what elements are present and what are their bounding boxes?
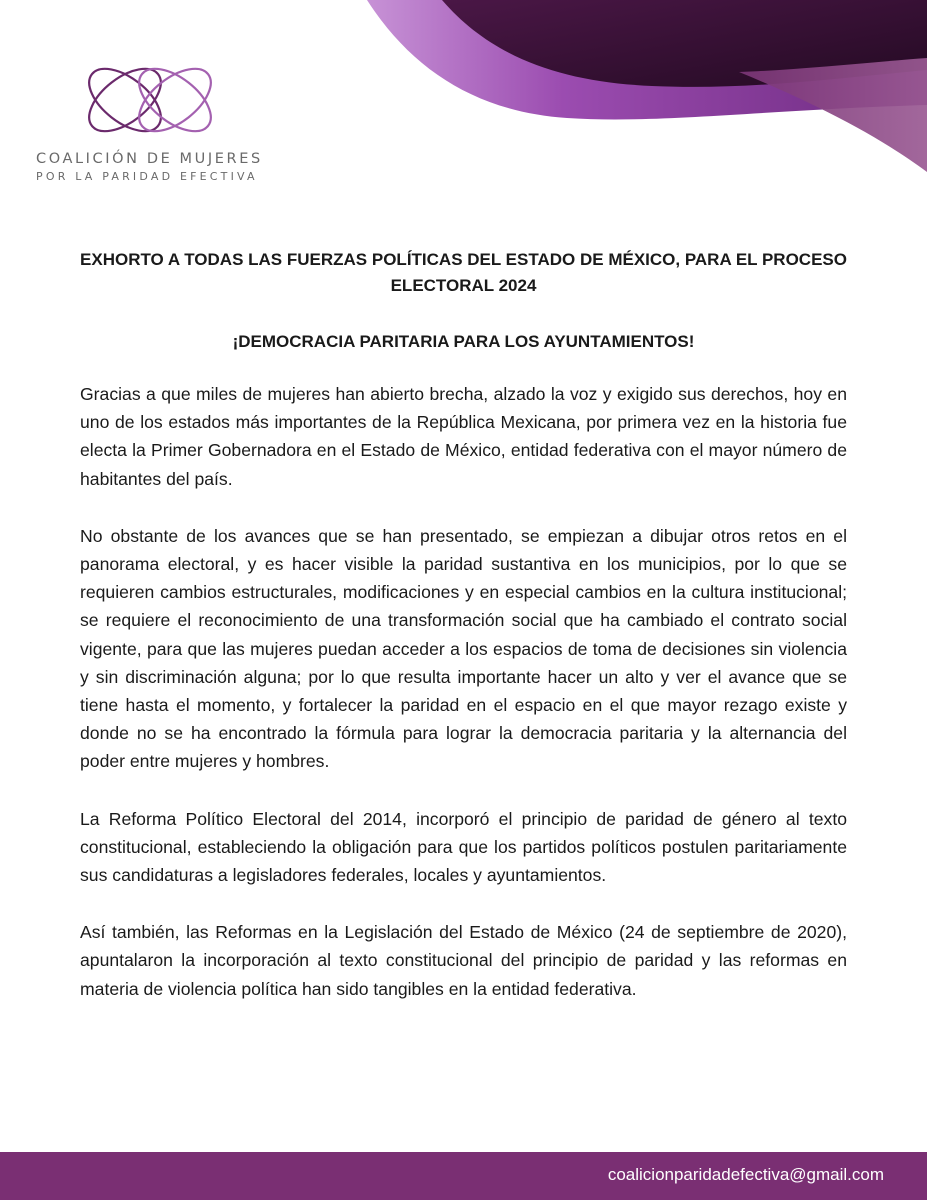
document-subtitle: ¡DEMOCRACIA PARITARIA PARA LOS AYUNTAMIENTOS!	[232, 332, 695, 351]
paragraph-4: Así también, las Reformas en la Legislación del Estado de México (24 de septiembre de 2020), apuntalaron la incorporación al texto constitucional del principio de paridad y las reformas en materia de violencia política han sido tangibles en la entidad federativa.	[80, 922, 847, 999]
paragraph-1: Gracias a que miles de mujeres han abierto brecha, alzado la voz y exigido sus derechos, hoy en uno de los estados más importantes de la República Mexicana, por primera vez en la historia fue electa la Primer Gobernadora en el Estado de México, entidad federativa con el mayor número de habitantes del país.	[80, 384, 847, 489]
paragraph-3: La Reforma Político Electoral del 2014, incorporó el principio de paridad de género al texto constitucional, estableciendo la obligación para que los partidos políticos postulen paritariamente sus candidaturas a legisladores federales, locales y ayuntamientos.	[80, 808, 847, 886]
organization-name: COALICIÓN DE MUJERES	[36, 151, 263, 167]
document-title: EXHORTO A TODAS LAS FUERZAS POLÍTICAS DEL ESTADO DE MÉXICO, PARA EL PROCESO ELECTORAL 2024	[80, 250, 847, 295]
intertwined-rings-logo-icon	[80, 55, 220, 145]
contact-email[interactable]: coalicionparidadefectiva@gmail.com	[607, 1165, 884, 1184]
footer-bar	[0, 1152, 927, 1200]
document-body	[80, 380, 847, 1032]
header-decorative-wave	[367, 0, 927, 200]
organization-tagline: POR LA PARIDAD EFECTIVA	[36, 170, 258, 183]
paragraph-2: No obstante de los avances que se han presentado, se empiezan a dibujar otros retos en el panorama electoral, y es hacer visible la paridad sustantiva en los municipios, por lo que se requieren cambios estructurales, modificaciones y en especial cambios en la cultura institucional; se requiere el reconocimiento de una transformación social que ha cambiado el contrato social vigente, para que las mujeres puedan acceder a los espacios de toma de decisiones sin violencia y sin discriminación alguna; por lo que resulta importante hacer un alto y ver el avance que se tiene hasta el momento, y fortalecer la paridad en el espacio en el que mayor rezago existe y donde no se ha encontrado la fórmula para lograr la democracia paritaria y la alternancia del poder entre mujeres y hombres.	[80, 525, 847, 772]
